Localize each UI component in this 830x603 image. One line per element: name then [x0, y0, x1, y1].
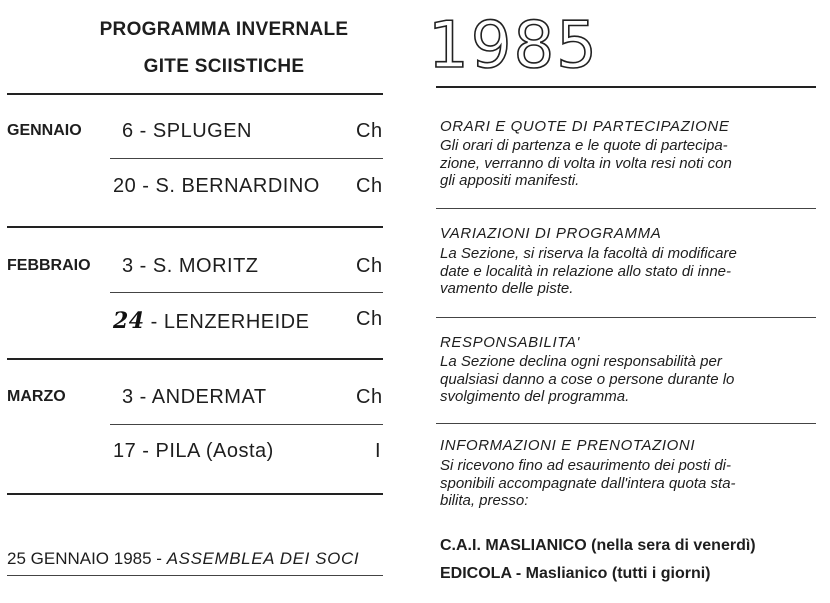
divider: [7, 358, 383, 360]
section-body: [440, 353, 818, 406]
section-line: zione, verranno di volta in volta resi noti con: [440, 154, 732, 172]
trip-day-handwritten: 24: [113, 308, 145, 334]
divider: [110, 292, 383, 293]
section-line: Si ricevono fino ad esaurimento dei posti di-: [440, 457, 731, 474]
divider: [436, 317, 816, 318]
assembly-event: ASSEMBLEA DEI SOCI: [166, 549, 360, 568]
section-line: La Sezione declina ogni responsabilità per: [440, 353, 722, 370]
section-line: date e località in relazione allo stato di inne-: [440, 262, 732, 280]
trip-entry: 17 - PILA (Aosta): [113, 440, 274, 462]
trip-country: Ch: [356, 120, 383, 142]
trip-country: Ch: [356, 175, 383, 197]
program-title: PROGRAMMA INVERNALE: [99, 19, 349, 40]
divider: [7, 493, 383, 495]
contact-cai: C.A.I. MASLIANICO (nella sera di venerdì): [440, 537, 756, 554]
trip-place: SPLUGEN: [152, 120, 252, 142]
trip-entry: 20 - S. BERNARDINO: [113, 175, 320, 197]
trip-country: Ch: [356, 255, 383, 277]
section-line: vamento delle piste.: [440, 280, 574, 297]
section-line: gli appositi manifesti.: [440, 172, 580, 189]
trip-place: LENZERHEIDE: [163, 311, 310, 333]
trip-day: 3: [122, 255, 134, 277]
month-label: GENNAIO: [7, 122, 82, 139]
section-heading: ORARI E QUOTE DI PARTECIPAZIONE: [440, 118, 730, 135]
trip-place: S. BERNARDINO: [155, 175, 320, 197]
trip-day: 6: [122, 120, 134, 142]
trip-country: Ch: [356, 386, 383, 408]
divider: [436, 423, 816, 424]
section-line: qualsiasi danno a cose o persone durante lo: [440, 370, 735, 388]
trip-day: 20: [113, 175, 137, 197]
divider: [7, 226, 383, 228]
section-heading: VARIAZIONI DI PROGRAMMA: [440, 225, 662, 242]
trip-entry: 6 - SPLUGEN: [122, 120, 252, 142]
section-body: [440, 137, 818, 190]
assembly-date: 25 GENNAIO 1985: [7, 549, 152, 568]
trip-place: ANDERMAT: [151, 386, 267, 408]
trip-day: 3: [122, 386, 134, 408]
section-line: La Sezione, si riserva la facoltà di modificare: [440, 245, 737, 262]
month-label: MARZO: [7, 388, 66, 405]
section-line: Gli orari di partenza e le quote di partecipa-: [440, 137, 728, 154]
trip-day: 17: [113, 440, 137, 462]
divider: [110, 424, 383, 425]
trip-place: PILA (Aosta): [155, 440, 274, 462]
trip-country: I: [375, 440, 382, 462]
year-heading: 1985: [428, 9, 599, 83]
section-line: bilita, presso:: [440, 492, 529, 509]
trip-entry: 3 - ANDERMAT: [122, 386, 267, 408]
assembly-notice: 25 GENNAIO 1985 - ASSEMBLEA DEI SOCI: [7, 549, 360, 568]
divider: [7, 93, 383, 95]
month-label: FEBBRAIO: [7, 257, 91, 274]
section-heading: INFORMAZIONI E PRENOTAZIONI: [440, 437, 696, 454]
section-line: sponibili accompagnate dall'intera quota sta-: [440, 474, 736, 492]
section-heading: RESPONSABILITA': [440, 334, 580, 351]
trip-country: Ch: [356, 308, 383, 330]
divider: [436, 86, 816, 88]
section-line: svolgimento del programma.: [440, 388, 630, 405]
section-body: [440, 245, 818, 298]
program-subtitle: GITE SCIISTICHE: [143, 56, 305, 77]
contact-edicola: EDICOLA - Maslianico (tutti i giorni): [440, 565, 711, 582]
section-body: [440, 457, 818, 510]
trip-place: S. MORITZ: [152, 255, 259, 277]
trip-entry: 3 - S. MORITZ: [122, 255, 259, 277]
trip-entry: 24 - LENZERHEIDE: [113, 308, 310, 334]
divider: [7, 575, 383, 576]
divider: [436, 208, 816, 209]
divider: [110, 158, 383, 159]
